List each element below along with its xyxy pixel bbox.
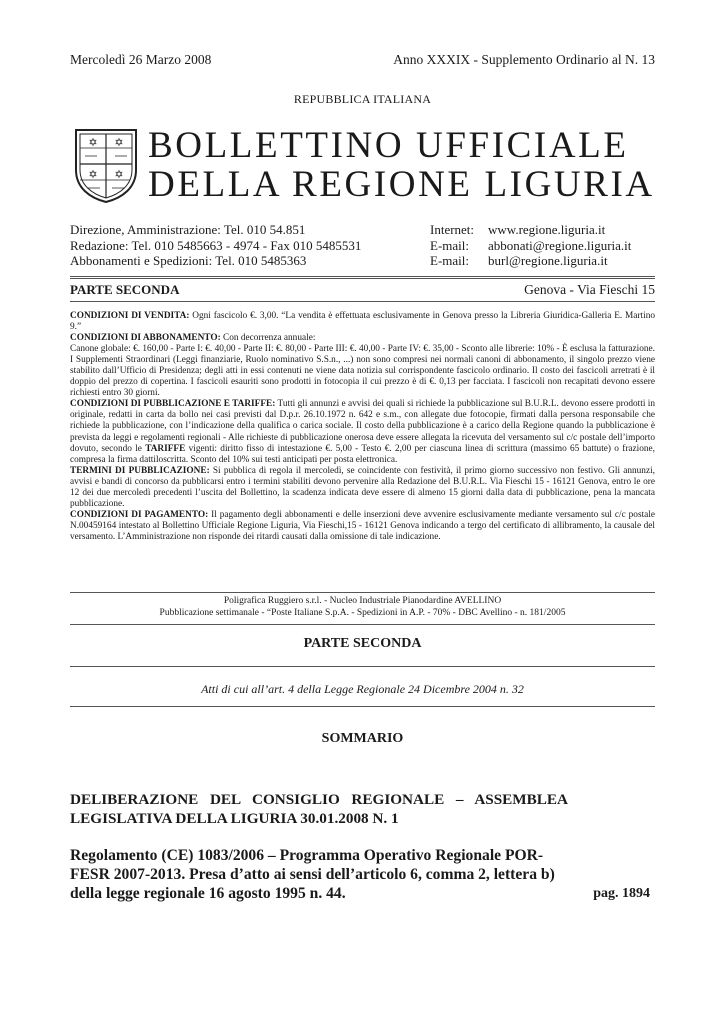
bulletin-title-line-2: DELLA REGIONE LIGURIA	[148, 164, 655, 205]
conditions-text: Il pagamento degli abbonamenti e delle inserzioni deve avvenire esclusivamente mediante versamento sul c/c postale N.00459164 intestato al Bollettino Ufficiale Regione Liguria, Via Fieschi,15 - 16121 Genova indicando a tergo del certificato di allibramento, la causale del versamento. L’Amministrazione non risponde dei ritardi causati dalla omissione di tale indicazione.	[70, 509, 655, 542]
email-link[interactable]: abbonati@regione.liguria.it	[488, 237, 632, 253]
conditions-paragraph	[70, 399, 655, 465]
conditions-text: Si pubblica di regola il mercoledì, se coincidente con festività, il primo giorno successivo non festivo. Gli annunzi, avvisi e bandi di concorso da pubblicarsi entro i termini stabiliti devono pervenire alla Redazione del B.U.R.L. Via Fieschi 15 - 16121 Genova, entro le ore 12 dei due mercoledì precedenti l’uscita del Bollettino, la scadenza indicata deve essere di almeno 15 giorni dalla data di pubblicazione, pena la mancata pubblicazione.	[70, 465, 655, 509]
conditions-heading: TERMINI DI PUBBLICAZIONE:	[70, 465, 210, 476]
republic-label: REPUBBLICA ITALIANA	[293, 92, 432, 106]
divider	[70, 592, 655, 593]
issue-number: Anno XXXIX - Supplemento Ordinario al N. 13	[393, 52, 655, 67]
contact-line: Abbonamenti e Spedizioni: Tel. 010 5485363	[70, 253, 307, 268]
bulletin-title-line-1: BOLLETTINO UFFICIALE	[148, 125, 629, 166]
deliberation-heading: DELIBERAZIONE DEL CONSIGLIO REGIONALE – ASSEMBLEA LEGISLATIVA DELLA LIGURIA 30.01.2008 N. 1	[70, 791, 568, 827]
conditions-paragraph	[70, 466, 655, 510]
svg-text:✡: ✡	[114, 169, 124, 181]
svg-text:✡: ✡	[88, 137, 98, 149]
printer-line: Poligrafica Ruggiero s.r.l. - Nucleo Industriale Pianodardine AVELLINO	[223, 596, 502, 606]
conditions-text: vigenti: diritto fisso di intestazione €. 5,00 - Testo €. 2,00 per ciascuna linea di scrittura (massimo 65 battute) o frazione, compresa la firma dattiloscritta. Sconto del 10% sui testi anticipati per posta elettronica.	[70, 443, 655, 465]
contact-label: Internet:	[430, 222, 475, 237]
contact-label: E-mail:	[430, 253, 469, 268]
printer-info	[0, 595, 725, 619]
contact-phones	[70, 222, 361, 269]
conditions-heading: CONDIZIONI DI VENDITA:	[70, 311, 190, 321]
summary-entry[interactable]: Regolamento (CE) 1083/2006 – Programma Operativo Regionale POR-FESR 2007-2013. Presa d’atto ai sensi dell’articolo 6, comma 2, lettera b) della legge regionale 16 agosto 1995 n. 44.	[70, 847, 555, 902]
conditions-text: Con decorrenza annuale:	[220, 333, 316, 344]
conditions-heading: CONDIZIONI DI PAGAMENTO:	[70, 509, 209, 520]
contact-label: E-mail:	[430, 237, 469, 253]
section-heading: PARTE SECONDA	[303, 636, 422, 651]
website-link[interactable]: www.regione.liguria.it	[488, 222, 606, 237]
email-link[interactable]: burl@regione.liguria.it	[488, 253, 608, 268]
conditions-text: Ogni fascicolo €. 3,00. “La vendita è effettuata esclusivamente in Genova presso la Libreria Giuridica-Galleria E. Martino 9.”	[70, 311, 655, 333]
page-reference: pag. 1894	[593, 886, 650, 901]
conditions-text: Tutti gli annunzi e avvisi dei quali si richiede la pubblicazione sul B.U.R.L. devono essere prodotti in originale, redatti in carta da bollo nei casi previsti dal D.p.r. 26.10.1972 n. 642 e s.m., con allegate due fotocopie, firmati dalla persona responsabile che richiede la pubblicazione, con l’indicazione della qualifica o carica sociale. Il costo della pubblicazione è a carico della Regione quando la pubblicazione è prevista da leggi e regolamenti regionali - Alle richieste di pubblicazione onerosa deve essere allegata la ricevuta del versamento sul c/c postale dell’importo dovuto, secondo le	[70, 399, 655, 454]
section-label: PARTE SECONDA	[70, 282, 180, 297]
divider	[70, 276, 655, 277]
conditions-block	[70, 311, 655, 543]
conditions-paragraph	[70, 333, 655, 344]
svg-text:✡: ✡	[88, 169, 98, 181]
publication-line: Pubblicazione settimanale - “Poste Italiane S.p.A. - Spedizioni in A.P. - 70% - DBC Avellino - n. 181/2005	[159, 608, 566, 618]
conditions-heading: CONDIZIONI DI PUBBLICAZIONE E TARIFFE:	[70, 399, 276, 410]
tariffe-word: TARIFFE	[145, 443, 186, 454]
divider	[70, 706, 655, 707]
conditions-paragraph	[70, 311, 655, 333]
issue-date: Mercoledì 26 Marzo 2008	[70, 52, 212, 67]
summary-heading: SOMMARIO	[321, 731, 404, 746]
liguria-coat-of-arms-icon	[70, 126, 142, 204]
divider	[70, 624, 655, 625]
contact-line: Redazione: Tel. 010 5485663 - 4974 - Fax 010 5485531	[70, 237, 362, 253]
contact-line: Direzione, Amministrazione: Tel. 010 54.851	[70, 222, 306, 237]
contact-web	[430, 222, 631, 269]
conditions-paragraph	[70, 510, 655, 543]
conditions-heading: CONDIZIONI DI ABBONAMENTO:	[70, 333, 221, 344]
divider	[70, 278, 655, 279]
svg-text:✡: ✡	[114, 137, 124, 149]
conditions-paragraph: Canone globale: €. 160,00 - Parte I: €. 40,00 - Parte II: €. 80,00 - Parte III: €. 40,00 - Parte IV: €. 35,00 - Sconto alle librerie: 10% - È esclusa la fatturazione. I Supplementi Straordinari (Leggi finanziarie, Ruolo nominativo S.S.n., ...) non sono compresi nei normali canoni di abbonamento, il singolo prezzo viene stabilito dall’Ufficio di Presidenza; degli atti in essi contenuti ne viene data notizia sul corrispondente fascicolo ordinario. Il costo dei fascicoli arretrati è il doppio del prezzo di copertina. I fascicoli esauriti sono prodotti in fotocopia il cui prezzo è di €. 0,13 per facciata. I fascicoli non recapitati devono essere richiesti entro 30 giorni.	[70, 344, 655, 399]
law-reference: Atti di cui all’art. 4 della Legge Regionale 24 Dicembre 2004 n. 32	[201, 682, 524, 696]
divider	[70, 666, 655, 667]
section-location: Genova - Via Fieschi 15	[524, 282, 655, 297]
divider	[70, 301, 655, 302]
